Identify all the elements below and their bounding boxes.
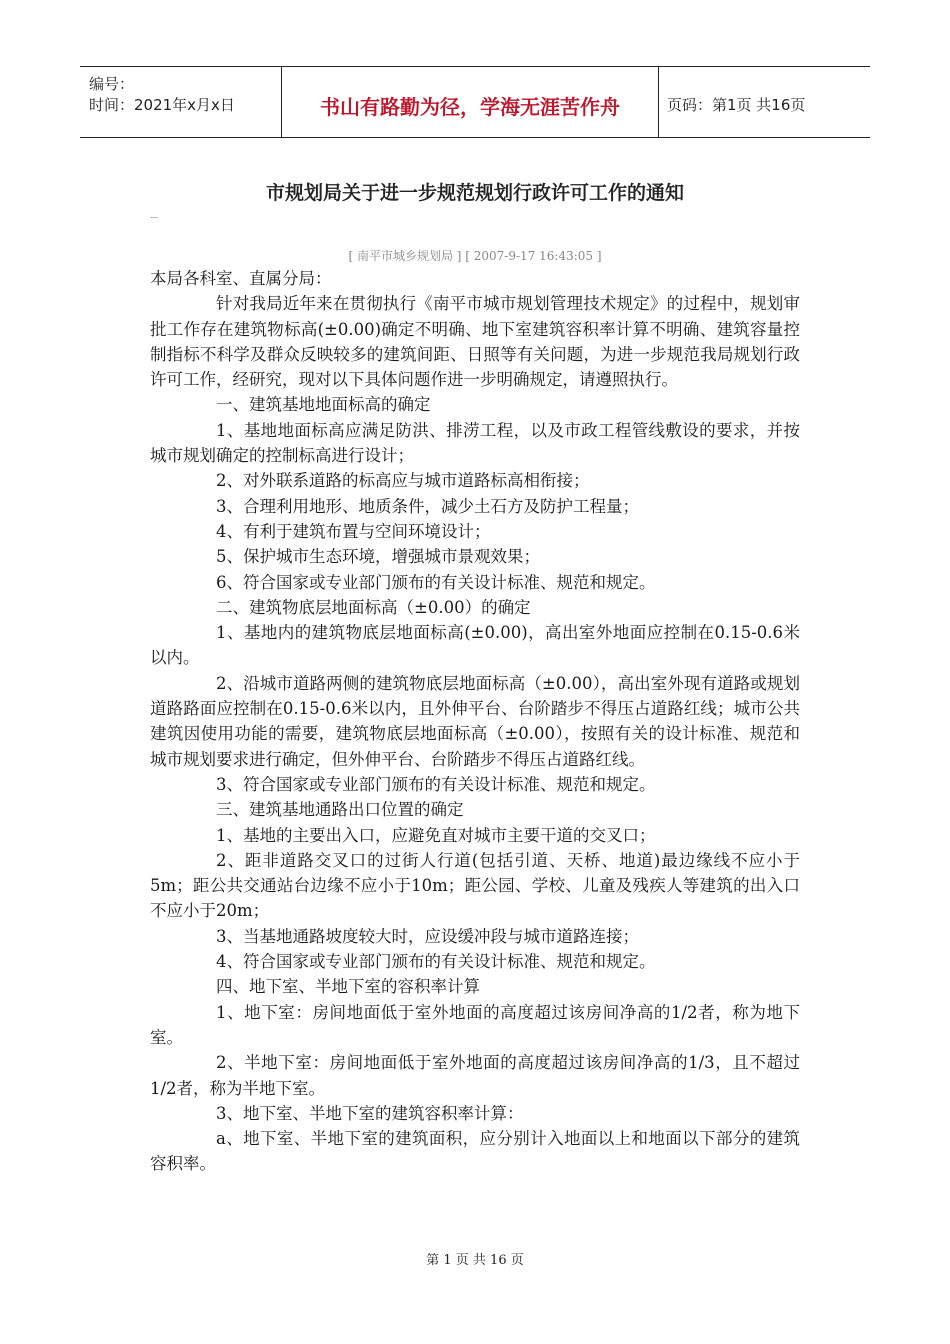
section-heading: 一、建筑基地地面标高的确定 [216, 395, 431, 415]
header-page-cell [659, 67, 870, 137]
body-paragraph: 5、保护城市生态环境，增强城市景观效果； [216, 547, 540, 567]
body-paragraph: 3、合理利用地形、地质条件，减少土石方及防护工程量； [216, 496, 639, 516]
body-paragraph: a、地下室、半地下室的建筑面积，应分别计入地面以上和地面以下部分的建筑容积率。 [150, 1129, 800, 1174]
body-paragraph: 1、基地内的建筑物底层地面标高(±0.00)，高出室外地面应控制在0.15-0.6米以内。 [150, 623, 800, 668]
header-meta-cell [80, 67, 282, 137]
body-paragraph: 3、符合国家或专业部门颁布的有关设计标准、规范和规定。 [216, 774, 656, 794]
section-heading: 四、地下室、半地下室的容积率计算 [216, 977, 480, 997]
document-number-label: 编号： [89, 75, 135, 93]
body-paragraph: 1、基地的主要出入口，应避免直对城市主要干道的交叉口； [216, 825, 656, 845]
header-motto-cell [282, 67, 659, 137]
body-paragraph: 2、半地下室：房间地面低于室外地面的高度超过该房间净高的1/3，且不超过1/2者，称为半地下室。 [150, 1053, 800, 1098]
document-title: 市规划局关于进一步规范规划行政许可工作的通知 [265, 182, 684, 204]
document-body [150, 266, 800, 1177]
body-paragraph: 3、地下室、半地下室的建筑容积率计算： [216, 1103, 524, 1123]
section-heading: 二、建筑物底层地面标高（±0.00）的确定 [216, 597, 531, 617]
salutation: 本局各科室、直属分局： [150, 269, 332, 288]
body-paragraph: 6、符合国家或专业部门颁布的有关设计标准、规范和规定。 [216, 572, 656, 592]
document-source-line: [ 南平市城乡规划局 ] [ 2007-9-17 16:43:05 ] [348, 249, 602, 263]
body-paragraph: 针对我局近年来在贯彻执行《南平市城市规划管理技术规定》的过程中，规划审批工作存在建筑物标高(±0.00)确定不明确、地下室建筑容积率计算不明确、建筑容量控制指标不科学及群众反映较多的建筑间距、日照等有关问题，为进一步规范我局规划行政许可工作，经研究，现对以下具体问题作进一步明确规定，请遵照执行。 [150, 294, 800, 390]
page-number-label: 页码：第1页 共16页 [667, 96, 806, 114]
body-paragraph: 2、沿城市道路两侧的建筑物底层地面标高（±0.00），高出室外现有道路或规划道路路面应控制在0.15-0.6米以内，且外伸平台、台阶踏步不得压占道路红线；城市公共建筑因使用功能的需要，建筑物底层地面标高（±0.00），按照有关的设计标准、规范和城市规划要求进行确定，但外伸平台、台阶踏步不得压占道路红线。 [150, 673, 800, 769]
body-paragraph: 3、当基地通路坡度较大时，应设缓冲段与城市道路连接； [216, 926, 639, 946]
document-date-label: 时间：2021年x月x日 [89, 96, 235, 114]
section-heading: 三、建筑基地通路出口位置的确定 [216, 800, 464, 820]
title-divider-mark [150, 217, 158, 218]
page-header [80, 66, 870, 138]
body-paragraph: 2、距非道路交叉口的过街人行道(包括引道、天桥、地道)最边缘线不应小于5m；距公共交通站台边缘不应小于10m；距公园、学校、儿童及残疾人等建筑的出入口不应小于20m； [150, 850, 800, 921]
body-paragraph: 4、有利于建筑布置与空间环境设计； [216, 521, 491, 541]
page-footer: 第 1 页 共 16 页 [426, 1253, 524, 1268]
body-paragraph: 1、基地地面标高应满足防洪、排涝工程，以及市政工程管线敷设的要求，并按城市规划确定的控制标高进行设计； [150, 420, 800, 466]
motto-text: 书山有路勤为径，学海无涯苦作舟 [320, 95, 620, 119]
body-paragraph: 2、对外联系道路的标高应与城市道路标高相衔接； [216, 471, 590, 491]
body-paragraph: 4、符合国家或专业部门颁布的有关设计标准、规范和规定。 [216, 952, 656, 972]
body-paragraph: 1、地下室：房间地面低于室外地面的高度超过该房间净高的1/2者，称为地下室。 [150, 1002, 800, 1047]
